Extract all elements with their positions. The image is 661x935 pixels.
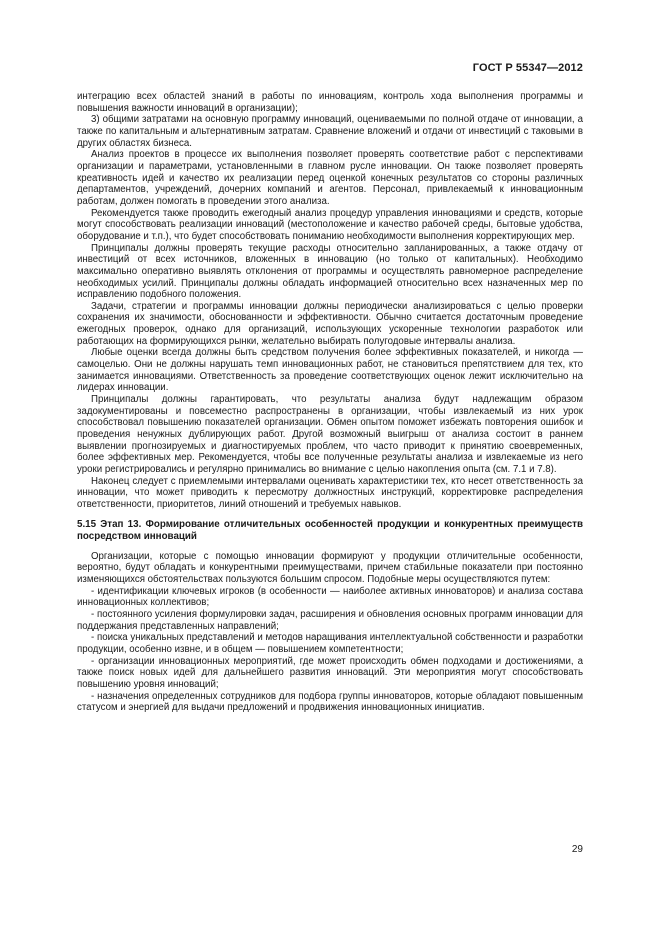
paragraph: 3) общими затратами на основную программу инноваций, оцениваемыми по полной отдаче от инновации, а также по капитальным и альтернативным затратам. Сравнение вложений и отдачи от инвестиций с таковыми в других областях бизнеса. bbox=[77, 114, 583, 149]
body-text bbox=[77, 91, 583, 714]
paragraph: Задачи, стратегии и программы инновации должны периодически анализироваться с целью проверки сохранения их значимости, обоснованности и эффективности. Обычно считается достаточным проведение ежегодных проверок, однако для организаций, использующих ускоренные технологии разработок или работающих на формирующихся рынки, желательно выбирать полугодовые интервалы анализа. bbox=[77, 300, 583, 347]
list-item: - организации инновационных мероприятий, где может происходить обмен подходами и достижениями, а также поиск новых идей для дальнейшего развития инноваций. Эти мероприятия могут способствовать повышению уровня инноваций; bbox=[77, 655, 583, 690]
list-item: - назначения определенных сотрудников для подбора группы инноваторов, которые обладают повышенным статусом и энергией для выдачи предложений и продвижения инновационных инициатив. bbox=[77, 690, 583, 714]
page-number: 29 bbox=[571, 844, 583, 855]
list-item: - идентификации ключевых игроков (в особенности — наиболее активных инноваторов) и анализа состава инновационных коллективов; bbox=[77, 585, 583, 609]
paragraph: Наконец следует с приемлемыми интервалами оценивать характеристики тех, кто несет ответственность за инновации, что может приводить к пересмотру должностных инструкций, корректировке распределения ответственности, приоритетов, линий отношений и требуемых навыков. bbox=[77, 475, 583, 510]
standard-code-header: ГОСТ Р 55347—2012 bbox=[472, 62, 583, 74]
paragraph: Принципалы должны гарантировать, что результаты анализа будут надлежащим образом задокументированы и повсеместно распространены в организации, чтобы извлекаемый из них урок способствовал повышению показателей организации. Обмен опытом поможет избежать повторения ошибок и проведения ненужных дублирующих работ. Другой возможный выигрыш от анализа состоит в раннем выявлении прогнозируемых и диагностируемых проблем, что часто приводит к принятию своевременных, более эффективных мер. Рекомендуется, чтобы все полученные результаты анализа и извлекаемые из него уроки регистрировались и регулярно принимались во внимание с целью накопления опыта (см. 7.1 и 7.8). bbox=[77, 394, 583, 475]
paragraph: Рекомендуется также проводить ежегодный анализ процедур управления инновациями и средств, которые могут способствовать реализации инноваций (местоположение и качество рабочей среды, бытовые удобства, оборудование и т.п.), что будет способствовать пониманию необходимости выполнения корректирующих мер. bbox=[77, 207, 583, 242]
section-heading: 5.15 Этап 13. Формирование отличительных особенностей продукции и конкурентных преимуществ посредством инноваций bbox=[77, 518, 583, 542]
paragraph: Принципалы должны проверять текущие расходы относительно запланированных, а также отдачу от инвестиций от всех источников, вложенных в инновацию (но только от капитальных). Необходимо максимально оперативно выявлять отклонения от программы и осуществлять равномерное распределение необходимых усилий. Принципалы должны обладать информацией относительно всех назначенных мер по исправлению подобного положения. bbox=[77, 242, 583, 301]
paragraph: Организации, которые с помощью инновации формируют у продукции отличительные особенности, вероятно, будут обладать и конкурентными преимуществами, причем стабильные показатели при постоянно изменяющихся обстоятельствах пользуются большим спросом. Подобные меры осуществляются путем: bbox=[77, 550, 583, 585]
paragraph: Анализ проектов в процессе их выполнения позволяет проверять соответствие работ с перспективами организации и параметрами, установленными в главном русле инновации. Он также позволяет проверять креативность идей и качество их реализации перед оценкой конечных результатов со стороны различных департаментов, учреждений, дочерних компаний и агентов. Персонал, привлекаемый к инновационным работам, должен помогать в проведении этого анализа. bbox=[77, 149, 583, 207]
list-item: - постоянного усиления формулировки задач, расширения и обновления основных программ инновации для поддержания представленных направлений; bbox=[77, 608, 583, 632]
paragraph: интеграцию всех областей знаний в работы по инновациям, контроль хода выполнения программы и повышения важности инноваций в организации); bbox=[77, 91, 583, 114]
paragraph: Любые оценки всегда должны быть средством получения более эффективных показателей, и никогда — самоцелью. Они не должны нарушать темп инновационных работ, не становиться препятствием для тех, кто занимается инновациями. Ответственность за проведение соответствующих оценок лежит исключительно на лидерах инновации. bbox=[77, 347, 583, 394]
list-item: - поиска уникальных представлений и методов наращивания интеллектуальной собственности и разработки продукции, особенно извне, и в общем — повышением компетентности; bbox=[77, 632, 583, 655]
